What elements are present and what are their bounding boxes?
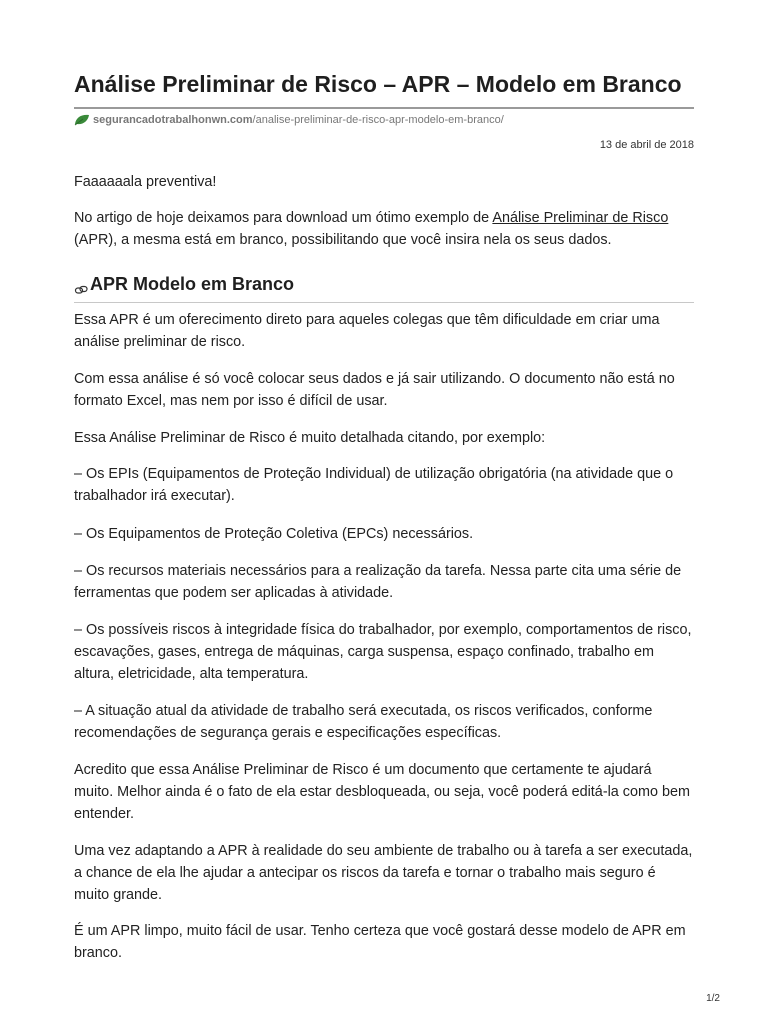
body-paragraph: – Os EPIs (Equipamentos de Proteção Individual) de utilização obrigatória (na atividade que o trabalhador irá executar). <box>74 466 674 504</box>
page-number: 1/2 <box>706 993 720 1004</box>
title-divider <box>74 107 694 109</box>
link-icon <box>74 278 90 290</box>
intro-paragraph <box>74 207 694 251</box>
section-heading <box>74 272 694 296</box>
section-divider <box>74 302 694 303</box>
greeting-paragraph: Faaaaaala preventiva! <box>74 174 217 190</box>
body-paragraph: – Os recursos materiais necessários para a realização da tarefa. Nessa parte cita uma série de ferramentas que podem ser aplicadas à atividade. <box>74 563 682 601</box>
body-paragraph: Essa APR é um oferecimento direto para aqueles colegas que têm dificuldade em criar uma análise preliminar de risco. <box>74 312 660 350</box>
article-title: Análise Preliminar de Risco – APR – Modelo em Branco <box>74 71 682 97</box>
source-domain[interactable]: segurancadotrabalhonwn.com <box>93 114 253 126</box>
body-paragraph: – A situação atual da atividade de trabalho será executada, os riscos verificados, conforme recomendações de segurança gerais e especificações específicas. <box>74 703 653 741</box>
intro-text-after: (APR), a mesma está em branco, possibilitando que você insira nela os seus dados. <box>74 232 612 248</box>
section-heading-text: APR Modelo em Branco <box>90 274 295 294</box>
body-paragraph: – Os Equipamentos de Proteção Coletiva (EPCs) necessários. <box>74 526 474 542</box>
body-paragraph: Com essa análise é só você colocar seus dados e já sair utilizando. O documento não está no formato Excel, mas nem por isso é difícil de usar. <box>74 371 675 409</box>
body-paragraph: Uma vez adaptando a APR à realidade do seu ambiente de trabalho ou à tarefa a ser executada, a chance de ela lhe ajudar a antecipar os riscos da tarefa e tornar o trabalho mais seguro é muito grande. <box>74 843 693 903</box>
leaf-icon <box>74 114 90 126</box>
intro-text-before: No artigo de hoje deixamos para download um ótimo exemplo de <box>74 210 493 226</box>
intro-link[interactable]: Análise Preliminar de Risco <box>492 210 669 226</box>
body-paragraph: Essa Análise Preliminar de Risco é muito detalhada citando, por exemplo: <box>74 430 546 446</box>
body-paragraph: É um APR limpo, muito fácil de usar. Tenho certeza que você gostará desse modelo de APR em branco. <box>74 923 686 961</box>
source-path[interactable]: /analise-preliminar-de-risco-apr-modelo-em-branco/ <box>252 114 504 126</box>
body-paragraph: Acredito que essa Análise Preliminar de Risco é um documento que certamente te ajudará muito. Melhor ainda é o fato de ela estar desbloqueada, ou seja, você poderá editá-la como bem entender. <box>74 762 690 822</box>
source-line <box>74 114 504 126</box>
body-paragraph: – Os possíveis riscos à integridade física do trabalhador, por exemplo, comportamentos de risco, escavações, gases, entrega de máquinas, carga suspensa, espaço confinado, trabalho em altura, eletricidade, alta temperatura. <box>74 622 692 682</box>
publish-date: 13 de abril de 2018 <box>599 139 694 151</box>
